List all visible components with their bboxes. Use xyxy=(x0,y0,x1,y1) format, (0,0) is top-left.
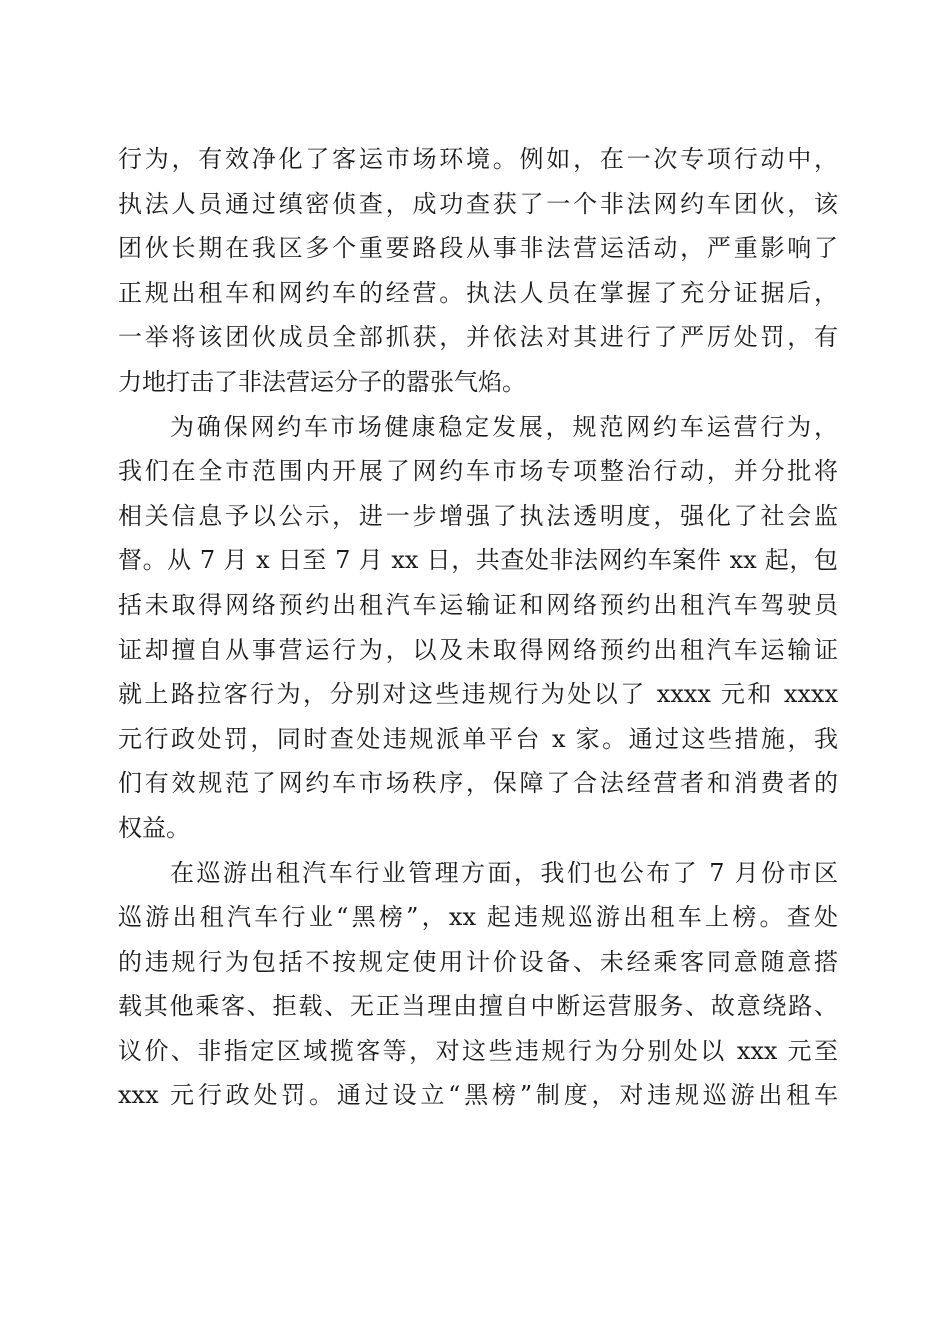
text-line: 权益。 xyxy=(118,813,190,842)
text-line: 执法人员通过缜密侦查，成功查获了一个非法网约车团伙，该 xyxy=(118,189,838,218)
paragraph-3 xyxy=(118,851,838,1119)
text-line: xxx 元行政处罚。通过设立“黑榜”制度，对违规巡游出租车 xyxy=(118,1081,838,1110)
text-line: 我们在全市范围内开展了网约车市场专项整治行动，并分批将 xyxy=(118,457,838,486)
text-line: 为确保网约车市场健康稳定发展，规范网约车运营行为， xyxy=(170,412,838,441)
text-line: 证却擅自从事营运行为，以及未取得网络预约出租汽车运输证 xyxy=(118,635,838,664)
text-line: 相关信息予以公示，进一步增强了执法透明度，强化了社会监 xyxy=(118,501,838,530)
text-line: 团伙长期在我区多个重要路段从事非法营运活动，严重影响了 xyxy=(118,234,838,263)
paragraph-2 xyxy=(118,405,838,851)
text-line: 就上路拉客行为，分别对这些违规行为处以了 xxxx 元和 xxxx xyxy=(118,680,838,709)
text-line: 载其他乘客、拒载、无正当理由擅自中断运营服务、故意绕路、 xyxy=(118,992,838,1021)
text-line: 一举将该团伙成员全部抓获，并依法对其进行了严厉处罚，有 xyxy=(118,323,838,352)
paragraph-1 xyxy=(118,137,838,405)
text-line: 行为，有效净化了客运市场环境。例如，在一次专项行动中， xyxy=(118,145,838,173)
text-line: 督。从 7 月 x 日至 7 月 xx 日，共查处非法网约车案件 xx 起，包 xyxy=(118,546,838,575)
text-line: 元行政处罚，同时查处违规派单平台 x 家。通过这些措施，我 xyxy=(118,724,838,753)
text-line: 括未取得网络预约出租汽车运输证和网络预约出租汽车驾驶员 xyxy=(118,590,838,619)
text-line: 正规出租车和网约车的经营。执法人员在掌握了充分证据后， xyxy=(118,278,838,307)
text-line: 议价、非指定区域揽客等，对这些违规行为分别处以 xxx 元至 xyxy=(118,1036,838,1065)
text-line: 力地打击了非法营运分子的嚣张气焰。 xyxy=(118,367,526,396)
document-body xyxy=(118,137,838,1118)
text-line: 们有效规范了网约车市场秩序，保障了合法经营者和消费者的 xyxy=(118,769,838,798)
text-line: 的违规行为包括不按规定使用计价设备、未经乘客同意随意搭 xyxy=(118,947,838,976)
text-line: 在巡游出租汽车行业管理方面，我们也公布了 7 月份市区 xyxy=(170,858,838,887)
text-line: 巡游出租汽车行业“黑榜”，xx 起违规巡游出租车上榜。查处 xyxy=(118,903,838,932)
